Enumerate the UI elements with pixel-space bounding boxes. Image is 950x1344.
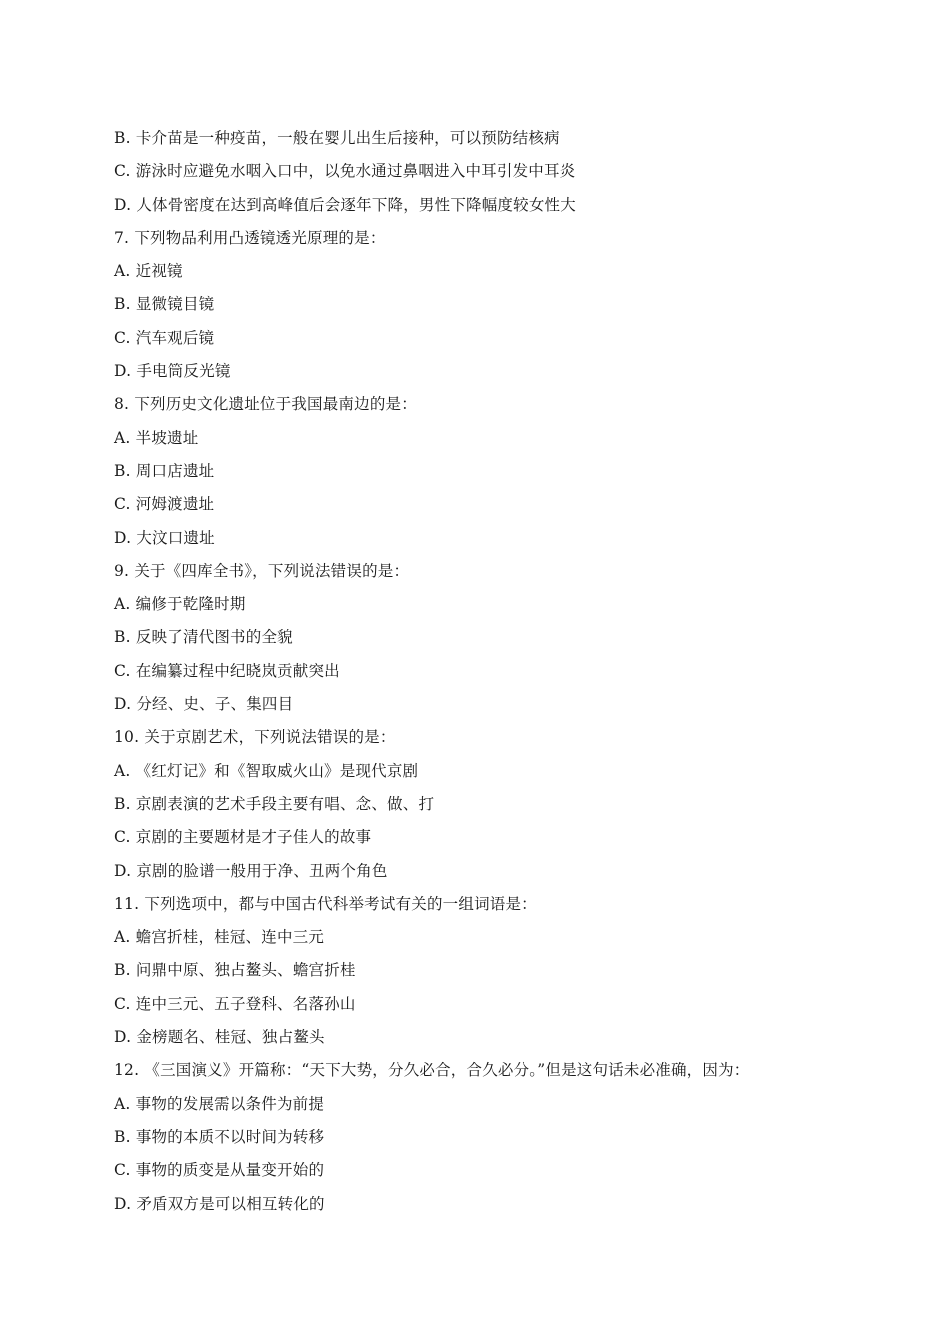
- q12-option-c: C. 事物的质变是从量变开始的: [114, 1161, 325, 1180]
- q8-option-c: C. 河姆渡遗址: [114, 495, 215, 514]
- question-9: 9. 关于《四库全书》，下列说法错误的是：: [114, 561, 410, 580]
- q7-option-c: C. 汽车观后镜: [114, 328, 215, 347]
- q8-option-d: D. 大汶口遗址: [114, 528, 215, 547]
- q11-option-c: C. 连中三元、五子登科、名落孙山: [114, 994, 356, 1013]
- question-8: 8. 下列历史文化遗址位于我国最南边的是：: [114, 395, 417, 414]
- question-11: 11. 下列选项中，都与中国古代科举考试有关的一组词语是：: [114, 894, 537, 913]
- q12-option-b: B. 事物的本质不以时间为转移: [114, 1127, 325, 1146]
- q11-option-d: D. 金榜题名、桂冠、独占鳌头: [114, 1028, 325, 1047]
- q9-option-b: B. 反映了清代图书的全貌: [114, 628, 293, 647]
- question-12: 12. 《三国演义》开篇称：“天下大势，分久必合，合久必分。”但是这句话未必准确，因为：: [114, 1061, 750, 1080]
- q9-option-a: A. 编修于乾隆时期: [114, 595, 246, 614]
- q8-option-a: A. 半坡遗址: [114, 428, 199, 447]
- q7-option-b: B. 显微镜目镜: [114, 295, 215, 314]
- option-d-line: D. 人体骨密度在达到高峰值后会逐年下降，男性下降幅度较女性大: [114, 195, 576, 214]
- question-list: [114, 122, 834, 1221]
- option-b-line: B. 卡介苗是一种疫苗，一般在婴儿出生后接种，可以预防结核病: [114, 129, 560, 147]
- question-10: 10. 关于京剧艺术，下列说法错误的是：: [114, 728, 396, 747]
- q10-option-d: D. 京剧的脸谱一般用于净、丑两个角色: [114, 861, 388, 880]
- q9-option-d: D. 分经、史、子、集四目: [114, 695, 294, 714]
- q10-option-a: A. 《红灯记》和《智取威火山》是现代京剧: [114, 761, 419, 780]
- q12-option-d: D. 矛盾双方是可以相互转化的: [114, 1194, 325, 1213]
- option-c-line: C. 游泳时应避免水咽入口中，以免水通过鼻咽进入中耳引发中耳炎: [114, 162, 576, 181]
- q9-option-c: C. 在编纂过程中纪晓岚贡献突出: [114, 661, 340, 680]
- q7-option-a: A. 近视镜: [114, 262, 183, 281]
- q11-option-b: B. 问鼎中原、独占鳌头、蟾宫折桂: [114, 961, 356, 980]
- q11-option-a: A. 蟾宫折桂，桂冠、连中三元: [114, 928, 325, 947]
- q10-option-b: B. 京剧表演的艺术手段主要有唱、念、做、打: [114, 794, 435, 813]
- q10-option-c: C. 京剧的主要题材是才子佳人的故事: [114, 828, 372, 847]
- question-7: 7. 下列物品利用凸透镜透光原理的是：: [114, 228, 386, 247]
- q8-option-b: B. 周口店遗址: [114, 461, 215, 480]
- q7-option-d: D. 手电筒反光镜: [114, 362, 231, 381]
- q12-option-a: A. 事物的发展需以条件为前提: [114, 1094, 325, 1113]
